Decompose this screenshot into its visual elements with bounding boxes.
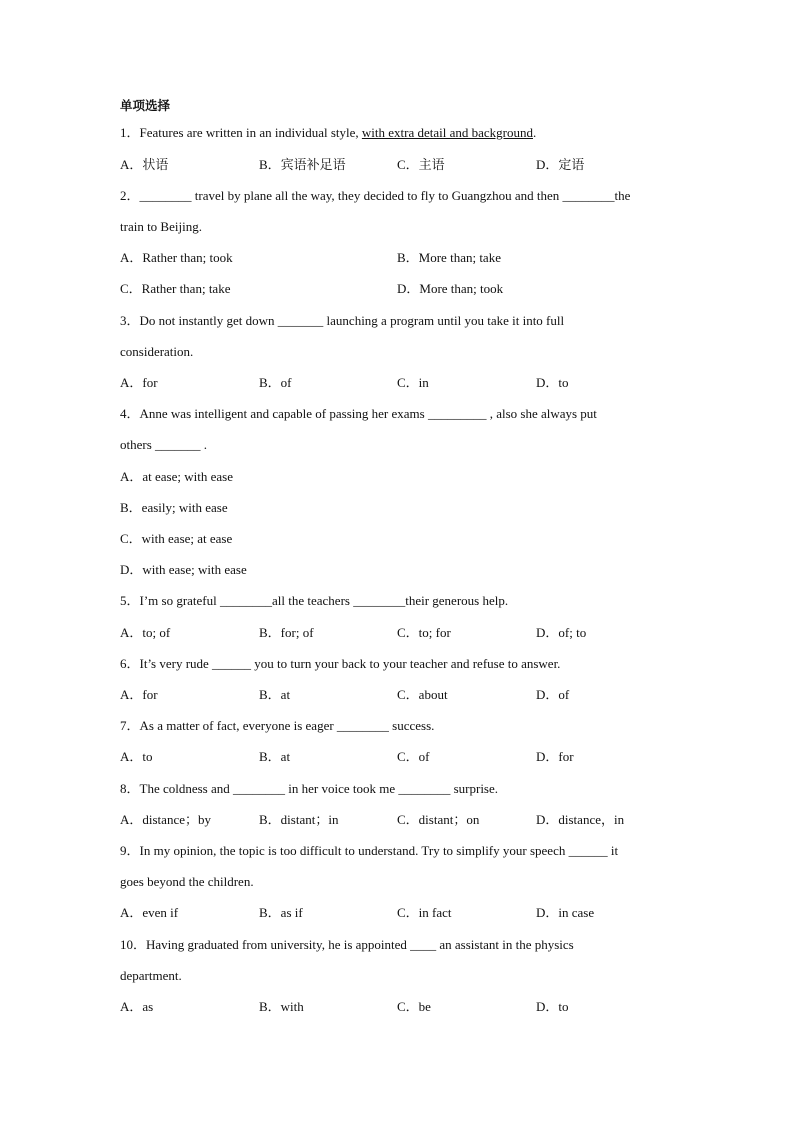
question-8-option-c: C．distant；on <box>397 812 480 827</box>
question-3-line-1: 3．Do not instantly get down _______ launching a program until you take it into full <box>120 313 565 328</box>
question-3-line-2: consideration. <box>120 344 194 359</box>
question-7-option-b: B．at <box>259 749 291 764</box>
question-5-line-1: 5．I’m so grateful ________all the teachers ________their generous help. <box>120 593 509 608</box>
question-3-option-d: D．to <box>536 375 569 390</box>
question-6-line-1: 6．It’s very rude ______ you to turn your back to your teacher and refuse to answer. <box>120 656 561 671</box>
question-1-text: 1．Features are written in an individual style, <box>120 125 362 140</box>
question-1-underlined: with extra detail and background <box>361 125 533 140</box>
question-9-line-2: goes beyond the children. <box>120 874 254 889</box>
question-4-line-1: 4．Anne was intelligent and capable of passing her exams _________ , also she always put <box>120 406 597 421</box>
question-6-option-a: A．for <box>120 687 158 702</box>
question-2-line-2: train to Beijing. <box>120 219 202 234</box>
question-10-line-1: 10．Having graduated from university, he is appointed ____ an assistant in the physics <box>120 937 574 952</box>
question-3-option-c: C．in <box>397 375 429 390</box>
section-title: 单项选择 <box>120 98 171 113</box>
question-9-option-d: D．in case <box>536 905 595 920</box>
question-2-option-d: D．More than; took <box>397 281 504 296</box>
question-8-option-a: A．distance；by <box>120 812 211 827</box>
question-9-option-c: C．in fact <box>397 905 452 920</box>
question-2-option-c: C．Rather than; take <box>120 281 231 296</box>
question-2-option-a: A．Rather than; took <box>120 250 233 265</box>
question-4-option-c: C．with ease; at ease <box>120 531 233 546</box>
question-10-option-c: C．be <box>397 999 431 1014</box>
question-10-option-d: D．to <box>536 999 569 1014</box>
question-7-line-1: 7．As a matter of fact, everyone is eager ________ success. <box>120 718 435 733</box>
question-5-option-a: A．to; of <box>120 625 171 640</box>
question-8-option-d: D．distance，in <box>536 812 625 827</box>
question-9-option-b: B．as if <box>259 905 303 920</box>
question-5-option-b: B．for; of <box>259 625 314 640</box>
question-5-option-d: D．of; to <box>536 625 587 640</box>
question-6-option-b: B．at <box>259 687 291 702</box>
question-7-option-c: C．of <box>397 749 430 764</box>
question-10-option-a: A．as <box>120 999 154 1014</box>
question-4-option-a: A．at ease; with ease <box>120 469 233 484</box>
question-2-line-1: 2．________ travel by plane all the way, they decided to fly to Guangzhou and then ________the <box>120 188 631 203</box>
question-6-option-d: D．of <box>536 687 570 702</box>
question-1-option-d: D．定语 <box>536 157 585 172</box>
question-9-line-1: 9．In my opinion, the topic is too difficult to understand. Try to simplify your speech ______ it <box>120 843 619 858</box>
question-7-option-d: D．for <box>536 749 574 764</box>
question-1-stem <box>120 124 536 142</box>
question-8-option-b: B．distant；in <box>259 812 339 827</box>
question-1-option-a: A．状语 <box>120 157 169 172</box>
question-7-option-a: A．to <box>120 749 153 764</box>
question-4-option-b: B．easily; with ease <box>120 500 228 515</box>
question-4-line-2: others _______ . <box>120 437 208 452</box>
question-2-option-b: B．More than; take <box>397 250 501 265</box>
question-1-option-c: C．主语 <box>397 157 445 172</box>
question-3-option-a: A．for <box>120 375 158 390</box>
question-1-tail: . <box>533 125 537 140</box>
question-1-option-b: B．宾语补足语 <box>259 157 346 172</box>
question-5-option-c: C．to; for <box>397 625 451 640</box>
question-3-option-b: B．of <box>259 375 292 390</box>
question-6-option-c: C．about <box>397 687 448 702</box>
question-8-line-1: 8．The coldness and ________ in her voice took me ________ surprise. <box>120 781 499 796</box>
question-10-line-2: department. <box>120 968 182 983</box>
question-4-option-d: D．with ease; with ease <box>120 562 247 577</box>
question-10-option-b: B．with <box>259 999 304 1014</box>
question-9-option-a: A．even if <box>120 905 179 920</box>
